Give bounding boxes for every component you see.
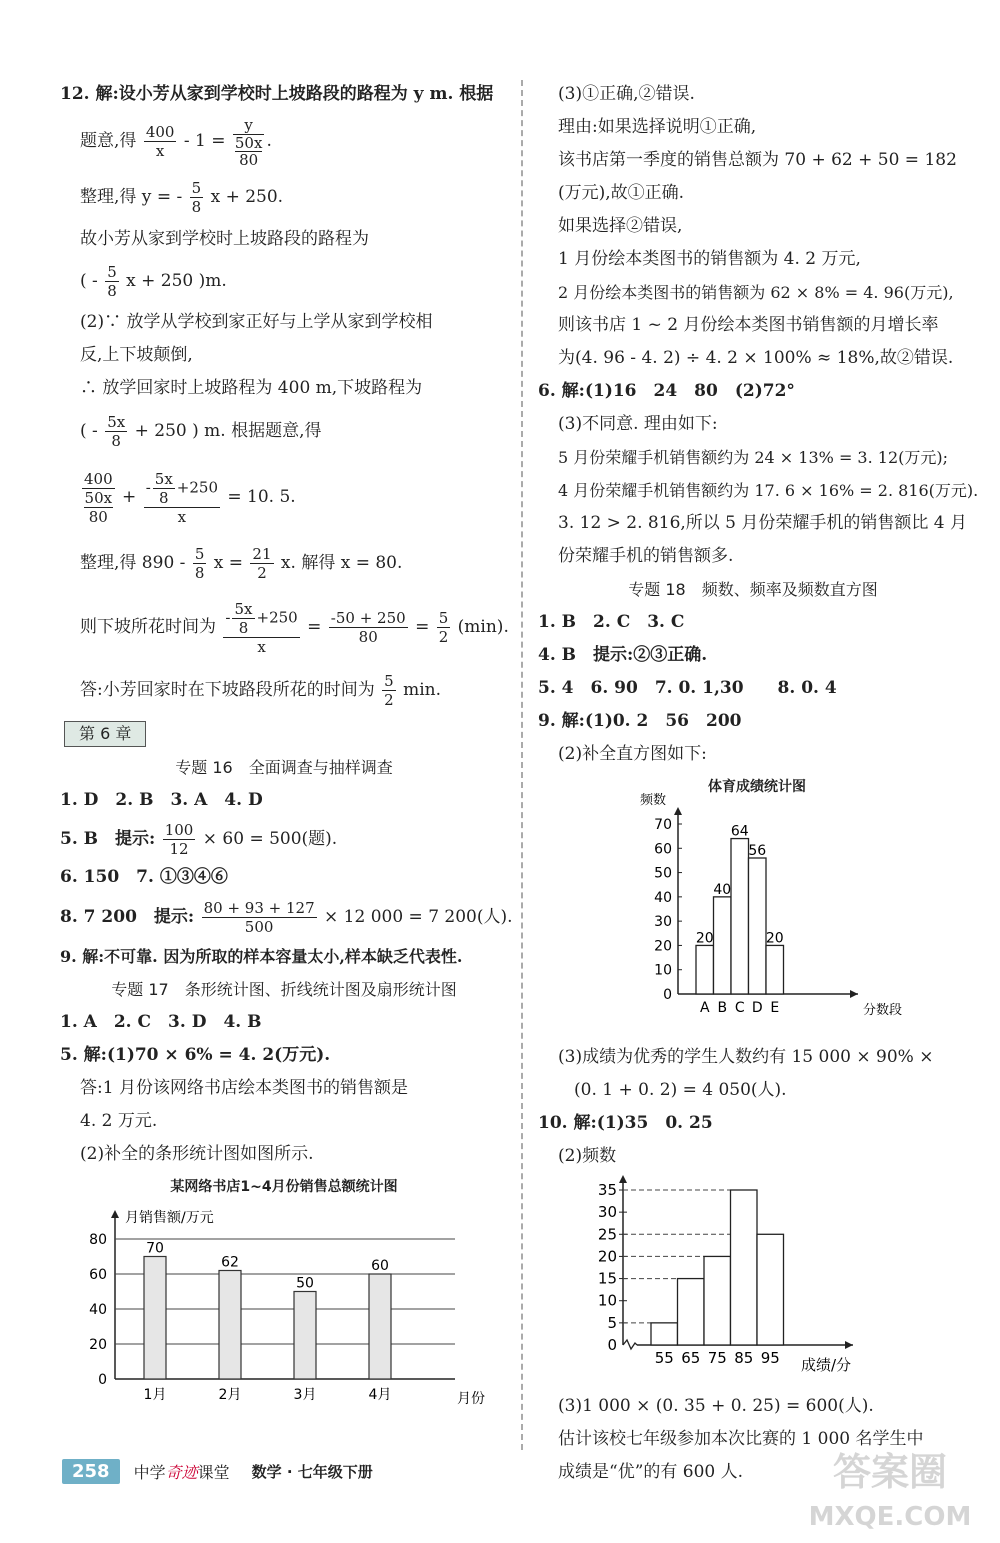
chart1-y-tick-label: 40 [89,1302,107,1318]
chart3-x-tick-label: 95 [760,1349,780,1367]
q12-line1: 12. 解:设小芳从家到学校时上坡路段的路程为 y m. 根据 [60,84,494,104]
fraction: $\frac{5}{2}$ [384,672,394,709]
chart2-data-label: 40 [713,881,732,898]
fraction: $\frac{21}{2}$ [252,545,272,582]
chart2-bar [749,858,767,994]
chart3-x-axis-title: 成绩/分 [801,1356,852,1374]
chart1-x-tick-label: 3月 [293,1387,317,1403]
chart3-y-tick-label: 35 [597,1181,617,1199]
chart1-sales-bar-chart [60,1204,500,1407]
chart2-data-label: 64 [730,823,749,840]
t17-answer-5-4: (2)补全的条形统计图如图所示. [80,1144,314,1164]
watermark-text-1: 答案圈 [832,1450,948,1494]
chart3-bar [704,1256,731,1345]
chart3-x-tick-label: 85 [734,1349,754,1367]
chapter-label: 第 6 章 [64,721,146,747]
chart2-y-tick-label: 40 [654,889,672,906]
r-line7: 2 月份绘本类图书的销售额为 62 × 8% = 4. 96(万元), [558,283,954,302]
chart1-x-tick-label: 4月 [368,1387,392,1403]
q12-line10: 400 50x 80 + - $\frac{5x}{8}$ +250 x = 10. 5. [84,469,296,526]
q6-line4: 4 月份荣耀手机销售额约为 17. 6 × 16% = 2. 816(万元). [558,481,979,500]
t16-answer-5: 5. B 提示: $\frac{100}{12}$ × 60 = 500(题). [60,821,338,858]
watermark-logo [790,1440,990,1535]
left-column [60,78,513,1416]
chart3-bar [651,1323,678,1345]
fraction: $\frac{5}{2}$ [438,609,449,646]
t18-answer-10-4: 估计该校七年级参加本次比赛的 1 000 名学生中 [558,1429,924,1449]
fraction: 400 50x 80 [84,469,113,526]
chart2-y-tick-label: 60 [654,841,672,858]
r-line5: 如果选择②错误, [558,216,683,236]
t18-answer-9-4: (0. 1 + 0. 2) = 4 050(人). [574,1080,787,1100]
chart1-bar [369,1274,391,1379]
chart2-title: 体育成绩统计图 [708,779,806,795]
chart3-y-tick-label: 30 [597,1203,617,1222]
subject-label: 数学 · 七年级下册 [251,1462,373,1481]
chart2-x-tick-label: C [734,1000,745,1016]
topic16-heading: 专题 16 全面调查与抽样调查 [175,758,393,777]
chart2-y-tick-label: 10 [654,962,672,979]
t18-answers-1: 1. B 2. C 3. C [538,612,685,632]
q12-line9: ( - $\frac{5x}{8}$ + 250 ) m. 根据题意,得 [80,413,322,450]
t16-answers-1: 1. D 2. B 3. A 4. D [60,790,263,810]
r-line1: (3)①正确,②错误. [558,84,695,104]
chart3-y-tick-label: 15 [597,1269,617,1288]
chart3-bar [678,1279,705,1345]
chart2-x-tick-label: D [751,1000,763,1016]
chart1-y-tick-label: 20 [89,1337,107,1353]
fraction: $\frac{100}{12}$ [164,821,194,858]
q12-line8: ∴ 放学回家时上坡路程为 400 m,下坡路程为 [80,378,423,398]
t18-answer-9-3: (3)成绩为优秀的学生人数约有 15 000 × 90% × [558,1047,934,1067]
t17-answer-5-2: 答:1 月份该网络书店绘本类图书的销售额是 [80,1078,408,1098]
chart1-data-label: 50 [296,1275,314,1292]
chart3-y-tick-label: 20 [597,1247,617,1266]
q12-line7: 反,上下坡颠倒, [80,345,193,365]
q12-line13: 答:小芳回家时在下坡路段所花的时间为 $\frac{5}{2}$ min. [80,672,442,709]
chart1-data-label: 60 [371,1258,389,1274]
chart1-data-label: 70 [146,1240,164,1257]
chart2-bar [696,945,714,994]
t18-answer-10-5: 成绩是“优”的有 600 人. [558,1462,744,1482]
t17-answer-5-3: 4. 2 万元. [80,1111,158,1131]
chart2-y-arrow [674,807,682,815]
chart3-x-tick-label: 75 [707,1349,727,1367]
chart2-x-tick-label: E [770,1000,780,1016]
page-number: 258 [62,1459,120,1484]
chart1-y-arrow [111,1210,119,1218]
chart3-axis-break [623,1340,637,1349]
chart3-bar [757,1234,784,1345]
chart1-data-label: 62 [221,1254,239,1271]
chart3-y-arrow [619,1175,627,1183]
fraction: $\frac{80 + 93 + 127}{500}$ [203,899,315,936]
q6-line1: 6. 解:(1)16 24 80 (2)72° [538,381,795,401]
t16-answer-9: 9. 解:不可靠. 因为所取的样本容量太小,样本缺乏代表性. [60,947,463,966]
chart3-y-tick-label: 25 [597,1225,617,1244]
chart2-x-tick-label: B [717,1000,728,1016]
chart2-y-axis-title: 频数 [639,793,666,808]
chart3-x-tick-label: 65 [681,1349,701,1367]
fraction: $\frac{400}{x}$ [145,123,175,160]
q6-line6: 份荣耀手机的销售额多. [558,546,734,566]
right-column [538,78,979,1489]
topic18-heading: 专题 18 频数、频率及频数直方图 [628,580,878,599]
chart1-title: 某网络书店1~4月份销售总额统计图 [170,1179,398,1195]
fraction: $\frac{-50 + 250}{80}$ [330,609,406,646]
r-line4: (万元),故①正确. [558,183,685,203]
chart2-data-label: 20 [695,930,714,947]
t16-answer-6: 6. 150 7. ①③④⑥ [60,867,228,887]
q12-line11: 整理,得 890 - $\frac{5}{8}$ x = $\frac{21}{2}$ x. 解得 x = 80. [80,545,403,582]
fraction: - $\frac{5x}{8}$ +250 x [225,599,298,656]
chart3-x-arrow [845,1341,853,1349]
q6-line2: (3)不同意. 理由如下: [558,414,718,434]
t18-answer-5: 5. 4 6. 90 7. 0. 1,30 8. 0. 4 [538,678,837,698]
chart3-histogram [538,1173,938,1378]
topic17-heading: 专题 17 条形统计图、折线统计图及扇形统计图 [111,980,457,999]
brand-name: 中学奇迹课堂 [133,1462,230,1482]
chart2-y-tick-label: 70 [654,817,672,833]
fraction: $\frac{5}{8}$ [191,179,202,216]
q12-line6: (2)∵ 放学从学校到家正好与上学从家到学校相 [80,312,433,332]
chart2-y-tick-label: 20 [654,938,672,955]
chart1-y-tick-label: 60 [89,1267,107,1283]
watermark-text-2: MXQE.COM [808,1502,972,1532]
fraction: $\frac{5x}{8}$ [107,413,126,450]
chart3-y-tick-label: 10 [597,1291,617,1310]
chart2-x-arrow [850,990,858,998]
chart2-y-tick-label: 50 [654,865,672,882]
q12-line3: 整理,得 y = - $\frac{5}{8}$ x + 250. [80,179,284,216]
q6-line5: 3. 12 > 2. 816,所以 5 月份荣耀手机的销售额比 4 月 [558,513,968,533]
column-divider [521,80,523,1450]
t17-answers-1: 1. A 2. C 3. D 4. B [60,1012,262,1032]
chart3-bar [731,1190,758,1345]
chart1-x-axis-title: 月份 [457,1391,485,1407]
chart1-x-tick-label: 2月 [218,1387,242,1403]
fraction: $\frac{5}{8}$ [194,545,205,582]
t16-answer-8: 8. 7 200 提示: $\frac{80 + 93 + 127}{500}$ × 12 000 = 7 200(人). [60,899,513,936]
q12-line4: 故小芳从家到学校时上坡路段的路程为 [80,229,369,249]
t18-answer-4: 4. B 提示:②③正确. [538,645,708,665]
r-line6: 1 月份绘本类图书的销售额为 4. 2 万元, [558,249,861,269]
fraction: - $\frac{5x}{8}$ +250 x [145,469,218,526]
q12-line12: 则下坡所花时间为 - $\frac{5x}{8}$ +250 x = $\frac{-50 + 250}{80}$ = $\frac{5}{2}$ (min). [80,599,509,656]
chart3-x-tick-label: 55 [654,1349,674,1367]
chart2-y-tick-label: 30 [654,914,672,931]
chart2-sports-score-chart [538,793,938,1029]
t18-answer-9-1: 9. 解:(1)0. 2 56 200 [538,711,742,731]
chart2-x-axis-title: 分数段 [863,1003,903,1018]
chart1-y-axis-title: 月销售额/万元 [125,1210,214,1226]
chart3-y-tick-label: 5 [607,1313,617,1332]
q12-line2: 题意,得 $\frac{400}{x}$ - 1 = y 50x 80 . [80,115,272,169]
chart2-bar [714,897,732,994]
chart1-y-tick-label: 0 [98,1372,107,1388]
t18-answer-10-1: 10. 解:(1)35 0. 25 [538,1113,713,1133]
chart2-data-label: 20 [765,930,784,947]
r-line2: 理由:如果选择说明①正确, [558,117,757,137]
chart1-x-tick-label: 1月 [143,1387,167,1403]
r-line8: 则该书店 1 ~ 2 月份绘本类图书销售额的月增长率 [558,315,939,335]
chart2-bar [766,945,784,994]
t18-answer-9-2: (2)补全直方图如下: [558,744,707,764]
fraction: y 50x 80 [234,115,263,169]
chart2-x-tick-label: A [699,1000,710,1016]
chart2-y-tick-label: 0 [663,987,672,1003]
r-line3: 该书店第一季度的销售总额为 70 + 62 + 50 = 182 [558,150,957,170]
chart1-bar [219,1271,241,1380]
chart1-y-tick-label: 80 [89,1232,107,1248]
t18-answer-10-2: (2)频数 [558,1146,617,1166]
page-footer [62,1455,373,1487]
chart2-bar [731,839,749,994]
r-line9: 为(4. 96 - 4. 2) ÷ 4. 2 × 100% ≈ 18%,故②错误. [558,348,954,368]
fraction: $\frac{5}{8}$ [107,263,117,300]
q12-line5: ( - $\frac{5}{8}$ x + 250 )m. [80,263,227,300]
t17-answer-5-1: 5. 解:(1)70 × 6% = 4. 2(万元). [60,1045,331,1065]
chart1-bar [294,1292,316,1380]
chart2-data-label: 56 [748,843,767,859]
q6-line3: 5 月份荣耀手机销售额约为 24 × 13% = 3. 12(万元); [558,448,949,467]
t18-answer-10-3: (3)1 000 × (0. 35 + 0. 25) = 600(人). [558,1396,874,1416]
chart1-bar [144,1257,166,1380]
chart3-y-tick-label: 0 [607,1336,617,1354]
